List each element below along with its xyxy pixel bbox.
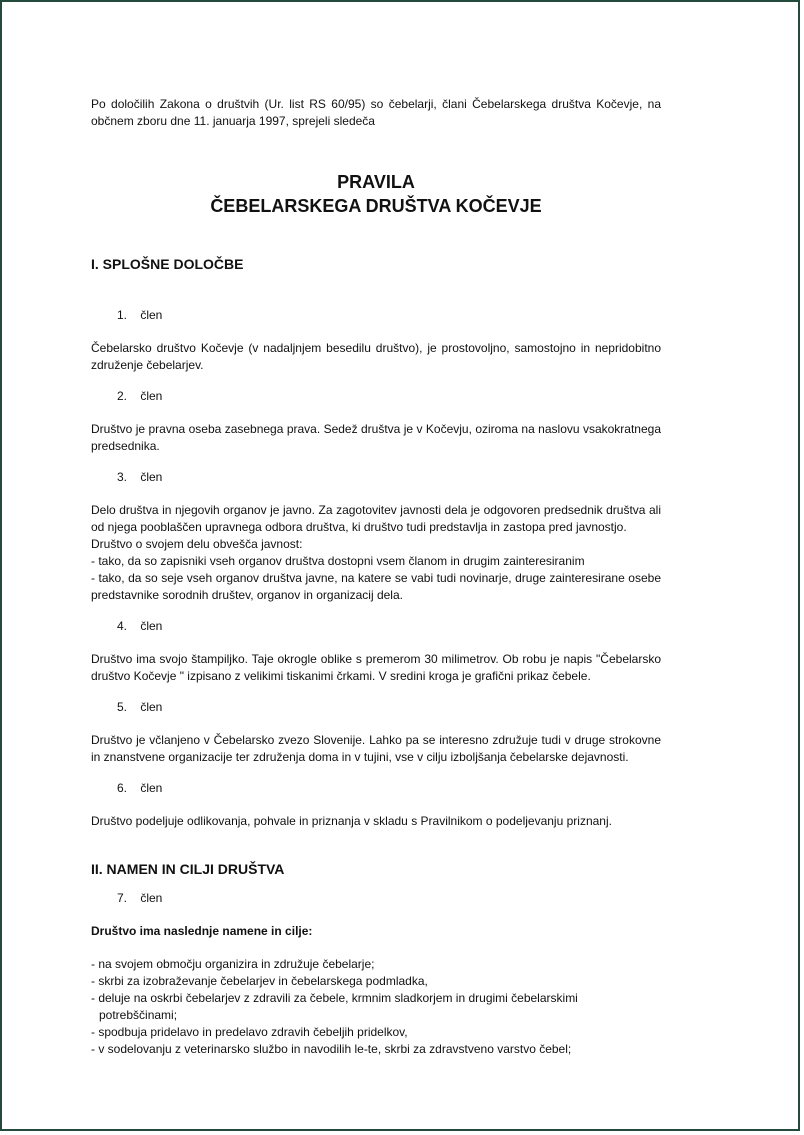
list-item: - skrbi za izobraževanje čebelarjev in čebelarskega podmladka, [91, 974, 428, 988]
clen-2-text: Društvo je pravna oseba zasebnega prava. Sedež društva je v Kočevju, oziroma na naslovu vsakokratnega predsednika. [91, 422, 661, 453]
clen-3-bullet: - tako, da so zapisniki vseh organov društva dostopni vsem članom in drugim zainteresiranim [91, 554, 585, 568]
section-heading-1: I. SPLOŠNE DOLOČBE [91, 256, 244, 272]
clen-6-text: Društvo podeljuje odlikovanja, pohvale in priznanja v skladu s Pravilnikom o podeljevanju priznanj. [91, 814, 612, 828]
section-heading-2: II. NAMEN IN CILJI DRUŠTVA [91, 861, 285, 877]
clen-number: 1. [117, 308, 128, 322]
clen-3-bullet: - tako, da so seje vseh organov društva javne, na katere se vabi tudi novinarje, druge zainteresirane osebe predstavnike sorodnih društev, organov in organizacij dela. [91, 571, 661, 602]
clen-heading-2 [91, 388, 661, 405]
title-line-2: ČEBELARSKEGA DRUŠTVA KOČEVJE [210, 196, 542, 216]
clen-label: člen [140, 389, 163, 403]
document-title [41, 170, 711, 218]
title-line-1: PRAVILA [337, 172, 415, 192]
clen-number: 5. [117, 700, 128, 714]
clen-number: 4. [117, 619, 128, 633]
clen-number: 2. [117, 389, 128, 403]
clen-heading-7 [91, 890, 661, 907]
clen-7-heading: Društvo ima naslednje namene in cilje: [91, 924, 313, 938]
document-body [91, 96, 661, 1058]
list-item: - na svojem območju organizira in združuje čebelarje; [91, 957, 375, 971]
clen-heading-4 [91, 618, 661, 635]
clen-3-text: Delo društva in njegovih organov je javno. Za zagotovitev javnosti dela je odgovoren predsednik društva ali od njega pooblaščen upravnega odbora društva, ki društvo tudi predstavlja in zastopa pred javnostjo. [91, 503, 661, 534]
clen-4-text: Društvo ima svojo štampiljko. Taje okrogle oblike s premerom 30 milimetrov. Ob robu je napis "Čebelarsko društvo Kočevje " izpisano z velikimi tiskanimi črkami. V sredini kroga je grafični prikaz čebele. [91, 652, 661, 683]
clen-label: člen [140, 781, 163, 795]
clen-label: člen [140, 891, 163, 905]
clen-label: člen [140, 470, 163, 484]
intro-paragraph: Po določilih Zakona o društvih (Ur. list RS 60/95) so čebelarji, člani Čebelarskega društva Kočevje, na občnem zboru dne 11. januarja 1997, sprejeli sledeča [91, 97, 661, 128]
clen-heading-6 [91, 780, 661, 797]
list-item: - spodbuja pridelavo in predelavo zdravih čebeljih pridelkov, [91, 1025, 408, 1039]
clen-number: 3. [117, 470, 128, 484]
clen-heading-1 [91, 307, 661, 324]
list-item: - deluje na oskrbi čebelarjev z zdravili za čebele, krmnim sladkorjem in drugimi čebelarskimi [91, 991, 578, 1005]
clen-heading-3 [91, 469, 661, 486]
clen-5-text: Društvo je včlanjeno v Čebelarsko zvezo Slovenije. Lahko pa se interesno združuje tudi v druge strokovne in znanstvene organizacije ter združenja doma in v tujini, vse v cilju izboljšanja čebelarske dejavnosti. [91, 733, 661, 764]
clen-heading-5 [91, 699, 661, 716]
clen-label: člen [140, 308, 163, 322]
clen-label: člen [140, 619, 163, 633]
clen-1-text: Čebelarsko društvo Kočevje (v nadaljnjem besedilu društvo), je prostovoljno, samostojno in nepridobitno združenje čebelarjev. [91, 341, 661, 372]
list-item: potrebščinami; [99, 1008, 178, 1022]
clen-7-list [91, 956, 661, 1058]
clen-3-line: Društvo o svojem delu obvešča javnost: [91, 537, 303, 551]
clen-number: 7. [117, 891, 128, 905]
clen-label: člen [140, 700, 163, 714]
list-item: - v sodelovanju z veterinarsko službo in navodilih le-te, skrbi za zdravstveno varstvo čebel; [91, 1042, 572, 1056]
clen-number: 6. [117, 781, 128, 795]
